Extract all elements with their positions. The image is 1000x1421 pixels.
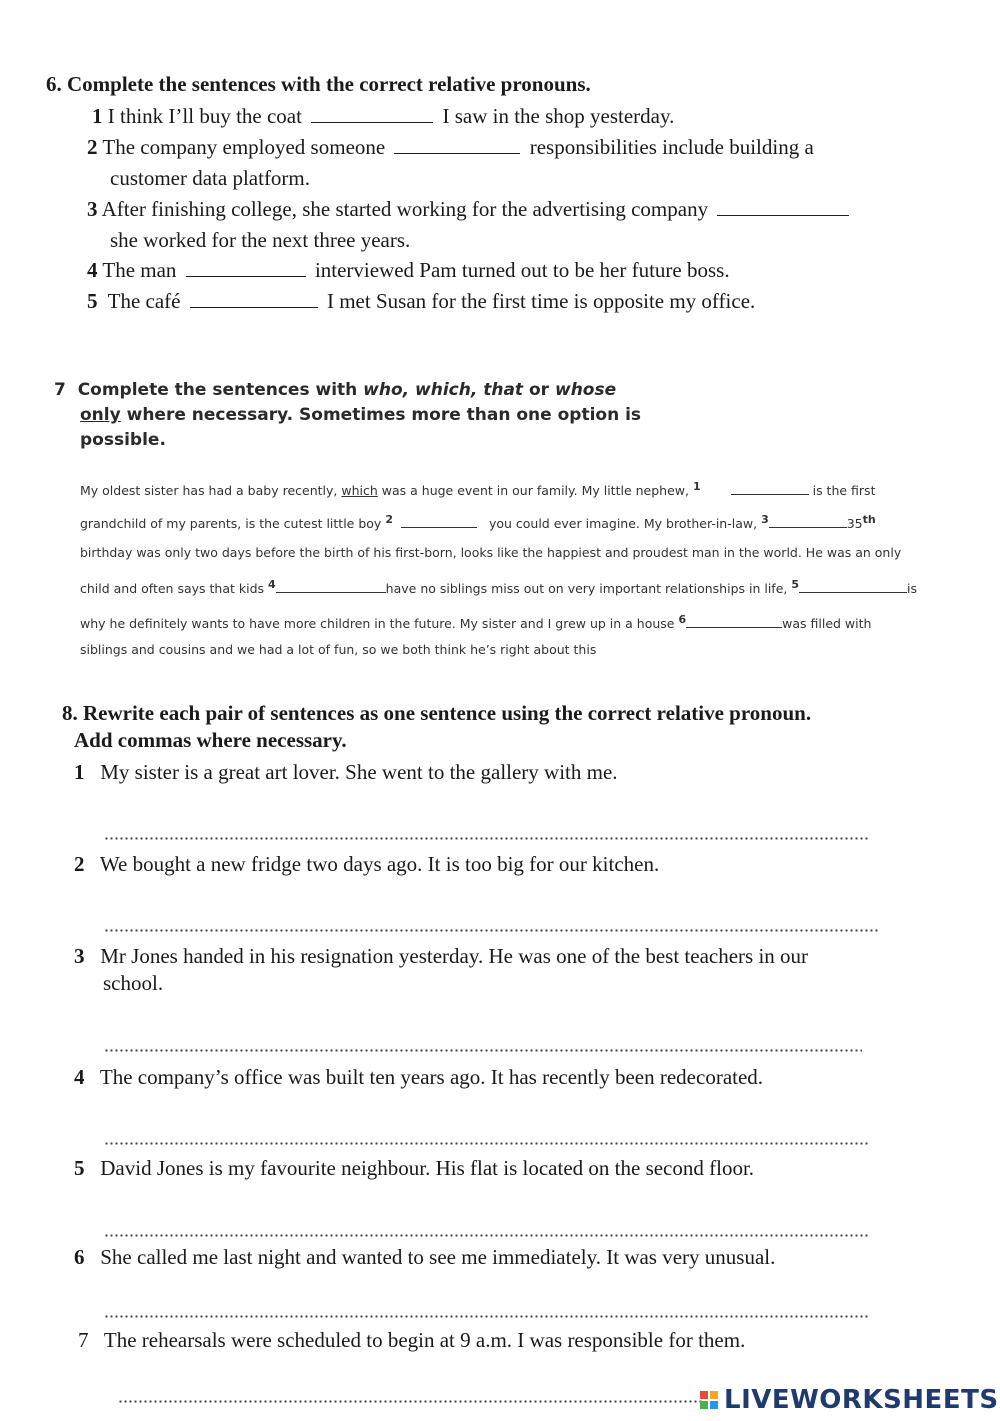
logo-mark-icon bbox=[700, 1391, 718, 1409]
ex8-item-7: 7 The rehearsals were scheduled to begin at 9 a.m. I was responsible for them. bbox=[78, 1328, 746, 1352]
ex6-blank-2[interactable] bbox=[394, 137, 520, 154]
ex8-item-3: 3 Mr Jones handed in his resignation yesterday. He was one of the best teachers in our bbox=[74, 944, 809, 968]
ex6-item-2-cont: customer data platform. bbox=[110, 166, 311, 190]
ex7-heading-line1: 7 Complete the sentences with who, which, that or whose bbox=[54, 380, 617, 400]
ex7-blank-1[interactable] bbox=[731, 484, 809, 495]
ex8-answer-line-1[interactable] bbox=[104, 837, 870, 840]
ex6-blank-4[interactable] bbox=[186, 260, 306, 277]
ex7-blank-5[interactable] bbox=[799, 582, 907, 593]
logo-text: LIVEWORKSHEETS bbox=[724, 1385, 999, 1415]
ex7-line-3: birthday was only two days before the birth of his first-born, looks like the happiest and proudest man in the world. He was an only bbox=[80, 545, 902, 560]
ex7-blank-4[interactable] bbox=[276, 582, 386, 593]
ex8-answer-line-7[interactable] bbox=[118, 1400, 702, 1403]
ex6-item-1: 1 I think I’ll buy the coat I saw in the shop yesterday. bbox=[92, 104, 675, 128]
ex6-item-4: 4 The man interviewed Pam turned out to be her future boss. bbox=[87, 258, 730, 282]
ex6-item-2: 2 The company employed someone responsibilities include building a bbox=[87, 135, 814, 159]
ex8-answer-line-5[interactable] bbox=[104, 1234, 870, 1237]
ex7-heading-line2: only where necessary. Sometimes more than one option is bbox=[80, 405, 642, 425]
ex6-blank-3[interactable] bbox=[717, 199, 849, 216]
ex7-line-1: My oldest sister has had a baby recently, which was a huge event in our family. My little nephew, $^1$ is the first bbox=[80, 480, 876, 499]
ex7-line-4: child and often says that kids $^4$ have no siblings miss out on very important relationships in life, $^5$ is bbox=[80, 578, 918, 597]
ex6-heading: 6. Complete the sentences with the correct relative pronouns. bbox=[46, 72, 591, 96]
ex7-blank-6[interactable] bbox=[686, 617, 782, 628]
ex7-line-2: grandchild of my parents, is the cutest little boy $^2$ you could ever imagine. My brother-in-law, $^3$ 35th bbox=[80, 513, 876, 532]
ex8-item-6: 6 She called me last night and wanted to see me immediately. It was very unusual. bbox=[74, 1245, 776, 1269]
ex7-heading-line3: possible. bbox=[80, 430, 166, 450]
ex6-item-3-cont: she worked for the next three years. bbox=[110, 228, 411, 252]
ex6-item-3: 3 After finishing college, she started working for the advertising company bbox=[87, 197, 853, 222]
ex7-line-6: siblings and cousins and we had a lot of fun, so we both think he’s right about this bbox=[80, 642, 597, 657]
ex7-blank-2[interactable] bbox=[401, 517, 477, 528]
ex8-answer-line-2[interactable] bbox=[104, 929, 878, 932]
ex8-heading-line1: 8. Rewrite each pair of sentences as one sentence using the correct relative pronoun. bbox=[62, 701, 812, 725]
ex8-heading-line2: Add commas where necessary. bbox=[74, 728, 347, 752]
ex8-item-5: 5 David Jones is my favourite neighbour. His flat is located on the second floor. bbox=[74, 1156, 755, 1180]
liveworksheets-logo bbox=[700, 1385, 999, 1415]
ex8-answer-line-6[interactable] bbox=[104, 1315, 870, 1318]
ex8-item-2: 2 We bought a new fridge two days ago. It is too big for our kitchen. bbox=[74, 852, 660, 876]
ex8-item-1: 1 My sister is a great art lover. She went to the gallery with me. bbox=[74, 760, 618, 784]
ex6-blank-1[interactable] bbox=[311, 106, 433, 123]
ex8-item-4: 4 The company’s office was built ten years ago. It has recently been redecorated. bbox=[74, 1065, 764, 1089]
ex8-item-3-cont: school. bbox=[103, 971, 164, 995]
ex7-blank-3[interactable] bbox=[769, 517, 847, 528]
ex6-blank-5[interactable] bbox=[190, 291, 318, 308]
ex8-answer-line-3[interactable] bbox=[104, 1049, 862, 1052]
ex7-line-5: why he definitely wants to have more children in the future. My sister and I grew up in a house $^6$ was filled with bbox=[80, 613, 872, 632]
ex8-answer-line-4[interactable] bbox=[104, 1142, 870, 1145]
ex6-item-5: 5 The café I met Susan for the first time is opposite my office. bbox=[87, 289, 756, 313]
